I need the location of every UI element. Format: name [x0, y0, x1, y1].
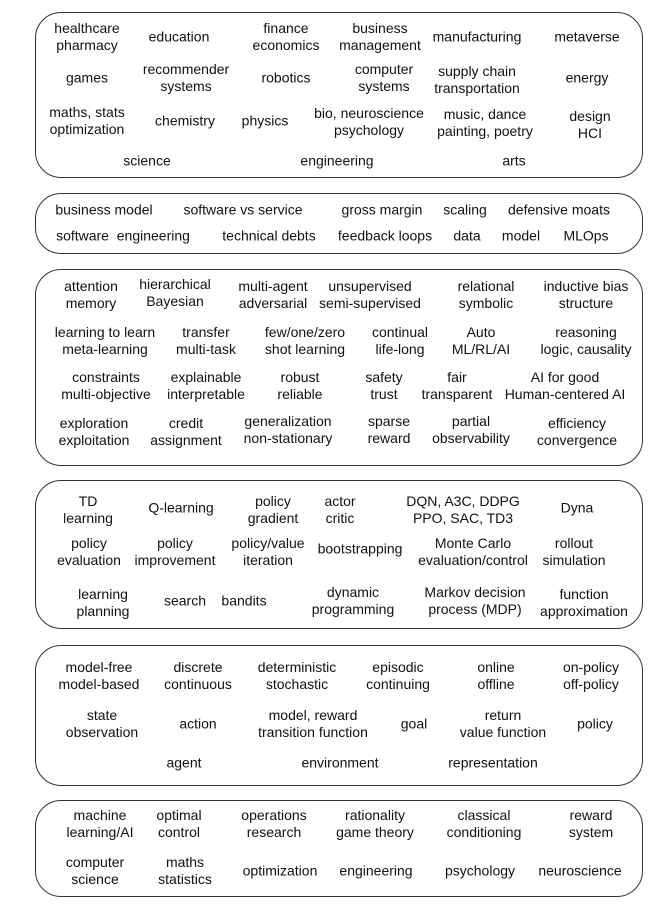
term-policy-evaluation: policy evaluation [57, 535, 121, 568]
term-discrete: discrete continuous [164, 659, 232, 692]
term-function-approx: function approximation [540, 586, 628, 619]
term-technical-debts: technical debts [222, 227, 316, 244]
term-td-learning: TD learning [63, 493, 113, 526]
term-efficiency: efficiency convergence [536, 415, 618, 448]
term-optimization: optimization [242, 862, 318, 879]
term-model-free: model-free model-based [58, 659, 140, 692]
term-few-shot: few/one/zero shot learning [264, 324, 346, 357]
term-monte-carlo: Monte Carlo evaluation/control [418, 535, 528, 568]
term-continual: continual life-long [371, 324, 429, 357]
term-learning-planning: learning planning [76, 586, 130, 619]
term-model-reward: model, reward transition function [258, 707, 368, 740]
term-environment: environment [301, 754, 379, 771]
term-optimal-control: optimal control [156, 807, 202, 840]
term-design-hci: design HCI [569, 108, 611, 141]
term-physics: physics [241, 112, 289, 129]
term-engineering-f: engineering [339, 862, 413, 879]
term-scaling: scaling [443, 201, 487, 218]
term-chemistry: chemistry [155, 112, 215, 129]
term-actor-critic: actor critic [324, 493, 356, 526]
term-finance: finance economics [252, 20, 320, 53]
term-robotics: robotics [261, 69, 311, 86]
term-sparse-reward: sparse reward [367, 413, 411, 446]
term-computer-systems: computer systems [354, 61, 414, 94]
term-mlops: MLOps [563, 227, 609, 244]
term-safety: safety trust [365, 369, 403, 402]
term-music-dance: music, dance painting, poetry [437, 106, 533, 139]
term-attention-memory: attention memory [64, 278, 118, 311]
term-state: state observation [65, 707, 139, 740]
term-ai-for-good: AI for good Human-centered AI [504, 369, 626, 402]
term-policy: policy [577, 715, 613, 732]
term-policy-gradient: policy gradient [247, 493, 299, 526]
term-ml-ai: machine learning/AI [66, 807, 134, 840]
term-recommender: recommender systems [142, 61, 230, 94]
term-fair: fair transparent [421, 369, 493, 402]
term-feedback-loops: feedback loops [337, 227, 433, 244]
term-policy-improvement: policy improvement [134, 535, 216, 568]
term-explainable: explainable interpretable [167, 369, 245, 402]
term-metaverse: metaverse [554, 28, 620, 45]
term-transfer: transfer multi-task [176, 324, 236, 357]
term-psychology: psychology [444, 862, 516, 879]
term-exploration: exploration exploitation [58, 415, 130, 448]
term-hierarchical-bayesian: hierarchical Bayesian [139, 276, 211, 309]
term-rollout: rollout simulation [542, 535, 606, 568]
term-maths-stats: maths, stats optimization [49, 104, 125, 137]
term-rationality: rationality game theory [336, 807, 414, 840]
term-reward-system: reward system [568, 807, 614, 840]
term-bio-neuro: bio, neuroscience psychology [314, 105, 424, 138]
term-learning-to-learn: learning to learn meta-learning [54, 324, 156, 357]
term-goal: goal [400, 715, 428, 732]
term-on-policy: on-policy off-policy [562, 659, 620, 692]
term-constraints: constraints multi-objective [61, 369, 151, 402]
term-robust: robust reliable [277, 369, 323, 402]
term-defensive-moats: defensive moats [508, 201, 610, 218]
term-deterministic: deterministic stochastic [257, 659, 337, 692]
term-relational: relational symbolic [457, 278, 515, 311]
term-games: games [65, 69, 109, 86]
term-return: return value function [459, 707, 547, 740]
term-maths-statistics: maths statistics [158, 854, 212, 887]
term-multi-agent: multi-agent adversarial [238, 278, 308, 311]
term-manufacturing: manufacturing [432, 28, 522, 45]
term-supply-chain: supply chain transportation [434, 63, 520, 96]
term-bandits: bandits [221, 592, 267, 609]
term-business-model: business model [55, 201, 153, 218]
term-online: online offline [477, 659, 515, 692]
term-classical-conditioning: classical conditioning [446, 807, 522, 840]
term-dqn: DQN, A3C, DDPG PPO, SAC, TD3 [406, 493, 520, 526]
term-episodic: episodic continuing [366, 659, 430, 692]
term-gross-margin: gross margin [341, 201, 423, 218]
term-engineering: engineering [300, 152, 374, 169]
term-representation: representation [448, 754, 538, 771]
term-unsupervised: unsupervised semi-supervised [319, 278, 421, 311]
term-business: business management [339, 20, 421, 53]
term-science: science [123, 152, 171, 169]
term-q-learning: Q-learning [148, 499, 214, 516]
term-inductive-bias: inductive bias structure [543, 278, 629, 311]
term-agent: agent [166, 754, 202, 771]
term-bootstrapping: bootstrapping [317, 540, 403, 557]
term-credit: credit assignment [150, 415, 222, 448]
term-partial-obs: partial observability [432, 413, 510, 446]
term-software-vs-service: software vs service [183, 201, 303, 218]
term-mdp: Markov decision process (MDP) [424, 584, 526, 617]
term-software-engineering: software engineering [56, 227, 190, 244]
term-neuroscience: neuroscience [538, 862, 622, 879]
term-arts: arts [502, 152, 526, 169]
term-energy: energy [565, 69, 609, 86]
term-search: search [163, 592, 207, 609]
term-auto-ml: Auto ML/RL/AI [451, 324, 511, 357]
term-data: data [453, 227, 481, 244]
term-healthcare: healthcare pharmacy [54, 20, 120, 53]
term-computer-science: computer science [65, 854, 125, 887]
term-generalization: generalization non-stationary [243, 413, 333, 446]
term-education: education [148, 28, 210, 45]
term-action: action [179, 715, 217, 732]
term-pv-iteration: policy/value iteration [231, 535, 305, 568]
term-model: model [501, 227, 541, 244]
term-dp: dynamic programming [311, 584, 395, 617]
term-reasoning: reasoning logic, causality [540, 324, 632, 357]
term-operations-research: operations research [241, 807, 307, 840]
term-dyna: Dyna [560, 499, 594, 516]
